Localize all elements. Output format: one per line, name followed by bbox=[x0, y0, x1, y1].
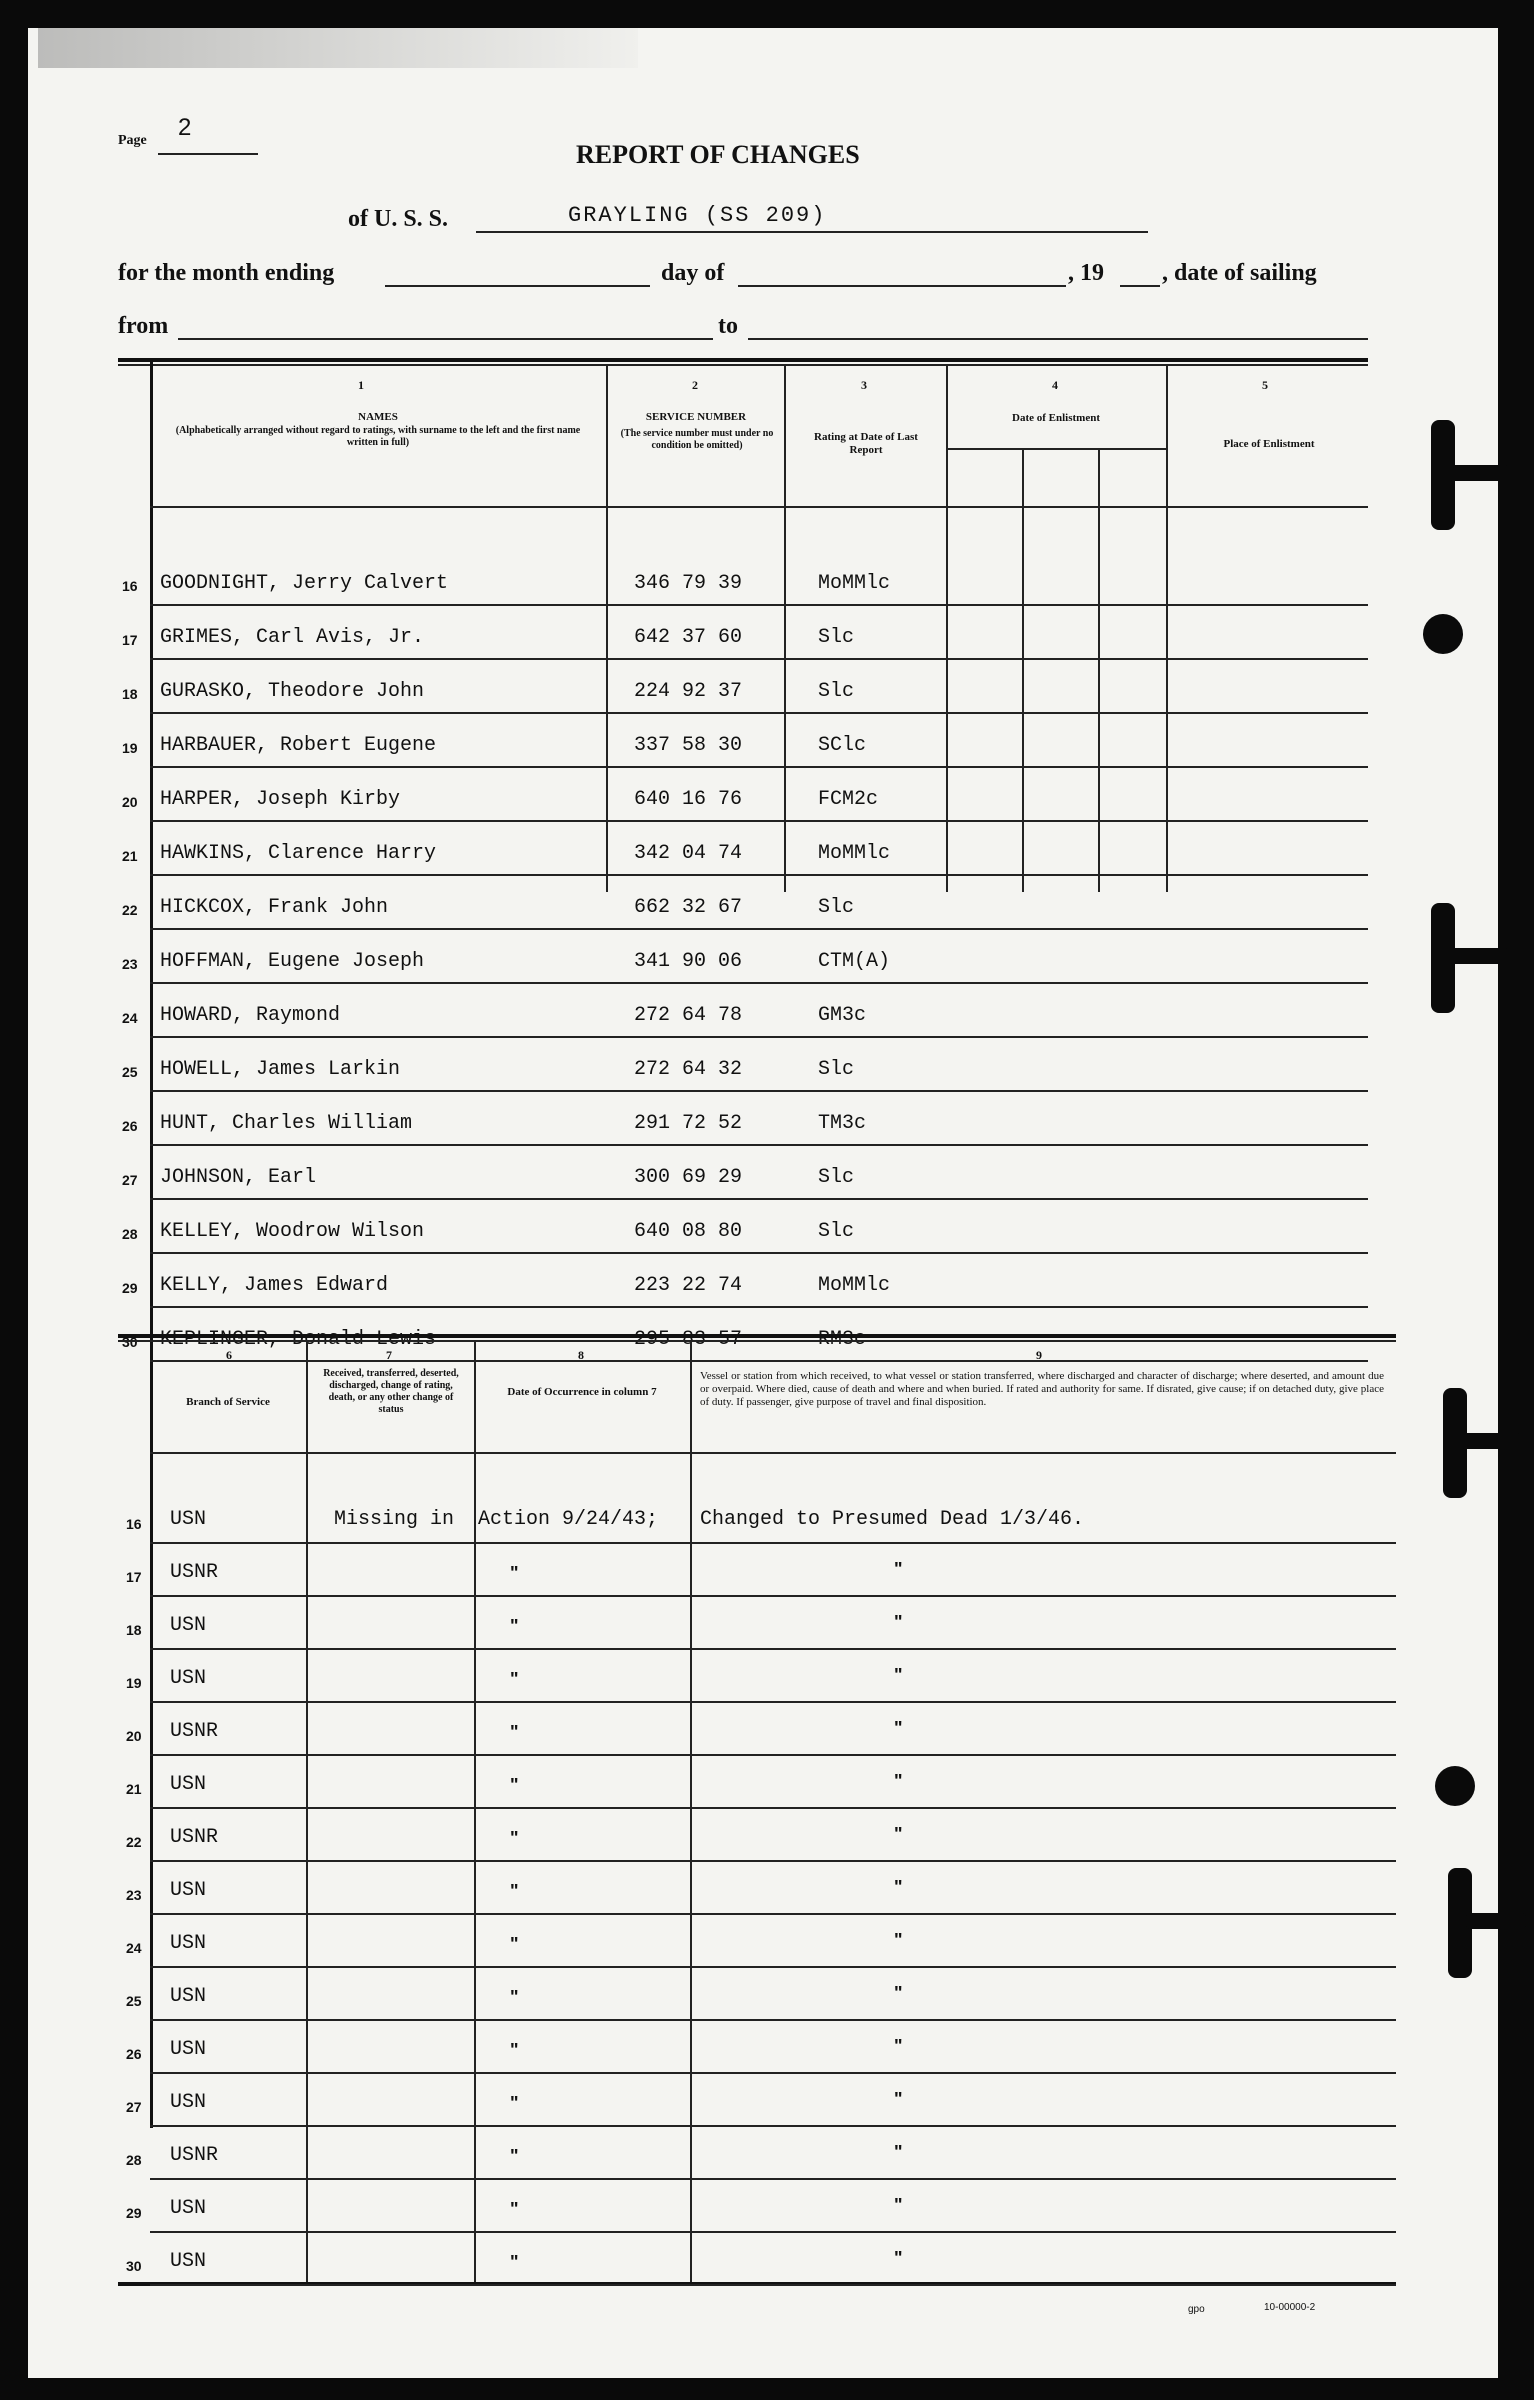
ditto-mark: " bbox=[894, 1559, 903, 1579]
table-row bbox=[28, 1266, 1498, 1320]
month-ending-label: for the month ending bbox=[118, 260, 335, 286]
branch-of-service: USN bbox=[170, 1508, 207, 1531]
col1-instructions: (Alphabetically arranged without regard to ratings, with surname to the left and the first name written in full) bbox=[175, 425, 581, 448]
row-number: 28 bbox=[122, 1226, 138, 1242]
row-number: 26 bbox=[126, 2046, 142, 2062]
service-number: 272 64 78 bbox=[634, 1004, 743, 1027]
table-row bbox=[28, 834, 1498, 888]
table-row bbox=[28, 2244, 1498, 2298]
row-number: 28 bbox=[126, 2152, 142, 2168]
ditto-mark: " bbox=[894, 1718, 903, 1738]
ditto-mark: " bbox=[894, 1930, 903, 1950]
row-number: 23 bbox=[126, 1887, 142, 1903]
col5-number: 5 bbox=[1262, 378, 1268, 392]
crew-name: HAWKINS, Clarence Harry bbox=[160, 842, 437, 865]
ditto-mark: " bbox=[894, 1877, 903, 1897]
day-of-label: day of bbox=[661, 260, 725, 286]
branch-of-service: USN bbox=[170, 2250, 207, 2273]
sailing-label: , date of sailing bbox=[1162, 260, 1317, 286]
crew-name: KEPLINGER, Donald Lewis bbox=[160, 1328, 437, 1351]
table-row bbox=[28, 1212, 1498, 1266]
date-of-occurrence: Action 9/24/43; bbox=[478, 1508, 659, 1531]
table-row bbox=[28, 1502, 1498, 1556]
table-row bbox=[28, 726, 1498, 780]
col6-heading: Branch of Service bbox=[186, 1396, 270, 1408]
remarks: Changed to Presumed Dead 1/3/46. bbox=[700, 1508, 1085, 1531]
ditto-mark: " bbox=[894, 1612, 903, 1632]
service-number: 642 37 60 bbox=[634, 626, 743, 649]
day-of-blank bbox=[738, 285, 1066, 287]
table-row bbox=[28, 1320, 1498, 1374]
crew-name: HOWARD, Raymond bbox=[160, 1004, 341, 1027]
branch-of-service: USN bbox=[170, 2091, 207, 2114]
ditto-mark: " bbox=[510, 1563, 519, 1583]
table-row bbox=[28, 1767, 1498, 1821]
row-number: 18 bbox=[122, 686, 138, 702]
service-number: 224 92 37 bbox=[634, 680, 743, 703]
table-row bbox=[28, 996, 1498, 1050]
service-number: 662 32 67 bbox=[634, 896, 743, 919]
binder-clip bbox=[1431, 420, 1455, 530]
row-number: 24 bbox=[122, 1010, 138, 1026]
table-row bbox=[28, 1608, 1498, 1662]
row-number: 22 bbox=[122, 902, 138, 918]
to-label: to bbox=[718, 313, 738, 339]
ditto-mark: " bbox=[510, 1881, 519, 1901]
ditto-mark: " bbox=[894, 2036, 903, 2056]
row-number: 19 bbox=[122, 740, 138, 756]
service-number: 640 08 80 bbox=[634, 1220, 743, 1243]
ditto-mark: " bbox=[510, 2252, 519, 2272]
row-number: 26 bbox=[122, 1118, 138, 1134]
form-number: 10-00000-2 bbox=[1264, 2302, 1316, 2313]
table-row bbox=[28, 1158, 1498, 1212]
service-number: 223 22 74 bbox=[634, 1274, 743, 1297]
page-label: Page bbox=[118, 133, 147, 148]
crew-name: HICKCOX, Frank John bbox=[160, 896, 389, 919]
scan-smudge bbox=[38, 28, 638, 68]
col8-number: 8 bbox=[578, 1348, 584, 1362]
row-number: 17 bbox=[122, 632, 138, 648]
document-sheet bbox=[28, 28, 1498, 2378]
from-blank bbox=[178, 338, 713, 340]
row-number: 18 bbox=[126, 1622, 142, 1638]
ditto-mark: " bbox=[510, 2040, 519, 2060]
rating: CTM(A) bbox=[818, 950, 891, 973]
branch-of-service: USN bbox=[170, 1932, 207, 1955]
service-number: 337 58 30 bbox=[634, 734, 743, 757]
page-underline bbox=[158, 153, 258, 155]
crew-name: GURASKO, Theodore John bbox=[160, 680, 425, 703]
table-row bbox=[28, 1926, 1498, 1980]
page-number: 2 bbox=[178, 114, 192, 141]
rating: Slc bbox=[818, 1220, 855, 1243]
table-row bbox=[28, 1714, 1498, 1768]
col1-number: 1 bbox=[358, 378, 364, 392]
ship-underline bbox=[476, 231, 1148, 233]
page-title: REPORT OF CHANGES bbox=[576, 140, 860, 169]
table-row bbox=[28, 2191, 1498, 2245]
from-label: from bbox=[118, 313, 169, 339]
crew-name: HARPER, Joseph Kirby bbox=[160, 788, 401, 811]
row-number: 20 bbox=[122, 794, 138, 810]
rating: Slc bbox=[818, 680, 855, 703]
rating: MoMMlc bbox=[818, 842, 891, 865]
row-number: 24 bbox=[126, 1940, 142, 1956]
ditto-mark: " bbox=[894, 1771, 903, 1791]
row-number: 16 bbox=[126, 1516, 142, 1532]
month-ending-blank bbox=[385, 285, 650, 287]
table-row bbox=[28, 618, 1498, 672]
of-uss-label: of U. S. S. bbox=[348, 206, 449, 232]
ditto-mark: " bbox=[510, 1828, 519, 1848]
branch-of-service: USNR bbox=[170, 2144, 219, 2167]
col2-instructions: (The service number must under no condition be omitted) bbox=[620, 428, 774, 451]
ditto-mark: " bbox=[510, 1669, 519, 1689]
branch-of-service: USN bbox=[170, 1879, 207, 1902]
service-number: 291 72 52 bbox=[634, 1112, 743, 1135]
ditto-mark: " bbox=[894, 1983, 903, 2003]
row-number: 25 bbox=[126, 1993, 142, 2009]
branch-of-service: USNR bbox=[170, 1826, 219, 1849]
ditto-mark: " bbox=[510, 1987, 519, 2007]
to-blank bbox=[748, 338, 1368, 340]
col3-heading: Rating at Date of Last Report bbox=[814, 431, 918, 456]
row-number: 16 bbox=[122, 578, 138, 594]
col2-number: 2 bbox=[692, 378, 698, 392]
ditto-mark: " bbox=[894, 2248, 903, 2268]
crew-name: KELLEY, Woodrow Wilson bbox=[160, 1220, 425, 1243]
row-number: 27 bbox=[126, 2099, 142, 2115]
year-blank bbox=[1120, 285, 1160, 287]
rating: Slc bbox=[818, 626, 855, 649]
row-number: 19 bbox=[126, 1675, 142, 1691]
rating: FCM2c bbox=[818, 788, 879, 811]
crew-name: GRIMES, Carl Avis, Jr. bbox=[160, 626, 425, 649]
branch-of-service: USN bbox=[170, 1667, 207, 1690]
ditto-mark: " bbox=[894, 2195, 903, 2215]
branch-of-service: USN bbox=[170, 2197, 207, 2220]
table-row bbox=[28, 1050, 1498, 1104]
row-number: 22 bbox=[126, 1834, 142, 1850]
col2-heading: SERVICE NUMBER bbox=[645, 411, 747, 423]
ditto-mark: " bbox=[894, 1665, 903, 1685]
row-number: 25 bbox=[122, 1064, 138, 1080]
crew-name: HUNT, Charles William bbox=[160, 1112, 413, 1135]
row-number: 29 bbox=[126, 2205, 142, 2221]
branch-of-service: USNR bbox=[170, 1720, 219, 1743]
table-row bbox=[28, 2138, 1498, 2192]
branch-of-service: USNR bbox=[170, 1561, 219, 1584]
crew-name: HOWELL, James Larkin bbox=[160, 1058, 401, 1081]
row-number: 30 bbox=[122, 1334, 138, 1350]
table-row bbox=[28, 1873, 1498, 1927]
service-number: 341 90 06 bbox=[634, 950, 743, 973]
ditto-mark: " bbox=[510, 1722, 519, 1742]
service-number: 342 04 74 bbox=[634, 842, 743, 865]
ship-name: GRAYLING (SS 209) bbox=[568, 203, 827, 228]
col1-heading: NAMES bbox=[358, 411, 398, 423]
ditto-mark: " bbox=[894, 2089, 903, 2109]
ditto-mark: " bbox=[510, 1616, 519, 1636]
rating: Slc bbox=[818, 896, 855, 919]
ditto-mark: " bbox=[510, 1775, 519, 1795]
table-row bbox=[28, 780, 1498, 834]
col3-number: 3 bbox=[861, 378, 867, 392]
col7-heading: Received, transferred, deserted, discharged, change of rating, death, or any other change of status bbox=[323, 1368, 459, 1415]
col9-number: 9 bbox=[1036, 1348, 1042, 1362]
branch-of-service: USN bbox=[170, 2038, 207, 2061]
ditto-mark: " bbox=[510, 1934, 519, 1954]
table-row bbox=[28, 1104, 1498, 1158]
rating: MoMMlc bbox=[818, 572, 891, 595]
ditto-mark: " bbox=[894, 1824, 903, 1844]
row-number: 17 bbox=[126, 1569, 142, 1585]
col5-heading: Place of Enlistment bbox=[1223, 438, 1315, 450]
table-row bbox=[28, 2085, 1498, 2139]
service-number: 272 64 32 bbox=[634, 1058, 743, 1081]
col4-heading: Date of Enlistment bbox=[1012, 412, 1100, 424]
crew-name: HARBAUER, Robert Eugene bbox=[160, 734, 437, 757]
row-number: 21 bbox=[122, 848, 138, 864]
row-number: 27 bbox=[122, 1172, 138, 1188]
branch-of-service: USN bbox=[170, 1985, 207, 2008]
rating: SClc bbox=[818, 734, 867, 757]
ditto-mark: " bbox=[510, 2199, 519, 2219]
service-number: 300 69 29 bbox=[634, 1166, 743, 1189]
ditto-mark: " bbox=[510, 2146, 519, 2166]
row-number: 20 bbox=[126, 1728, 142, 1744]
table-row bbox=[28, 2032, 1498, 2086]
col6-number: 6 bbox=[226, 1348, 232, 1362]
rating: Slc bbox=[818, 1166, 855, 1189]
rating: TM3c bbox=[818, 1112, 867, 1135]
crew-name: HOFFMAN, Eugene Joseph bbox=[160, 950, 425, 973]
rating: RM3c bbox=[818, 1328, 867, 1351]
table-row bbox=[28, 1820, 1498, 1874]
col8-heading: Date of Occurrence in column 7 bbox=[507, 1386, 657, 1398]
service-number: 640 16 76 bbox=[634, 788, 743, 811]
table-row bbox=[28, 888, 1498, 942]
table-row bbox=[28, 1979, 1498, 2033]
rating: MoMMlc bbox=[818, 1274, 891, 1297]
binder-clip bbox=[1443, 1388, 1467, 1498]
row-number: 23 bbox=[122, 956, 138, 972]
ditto-mark: " bbox=[894, 2142, 903, 2162]
service-number: 295 83 57 bbox=[634, 1328, 743, 1351]
col7-number: 7 bbox=[386, 1348, 392, 1362]
table-row bbox=[28, 1661, 1498, 1715]
col4-number: 4 bbox=[1052, 378, 1058, 392]
row-number: 21 bbox=[126, 1781, 142, 1797]
crew-name: GOODNIGHT, Jerry Calvert bbox=[160, 572, 449, 595]
rating: Slc bbox=[818, 1058, 855, 1081]
crew-name: KELLY, James Edward bbox=[160, 1274, 389, 1297]
branch-of-service: USN bbox=[170, 1614, 207, 1637]
col9-heading: Vessel or station from which received, to what vessel or station transferred, where discharged and character of discharge; where deserted, and amount due or overpaid. Where died, cause of death and where and when buried. If rated and authority for same. If disrated, give cause; if on detached duty, give place of duty. If passenger, give purpose of travel and final disposition. bbox=[700, 1370, 1384, 1408]
row-number: 30 bbox=[126, 2258, 142, 2274]
row-number: 29 bbox=[122, 1280, 138, 1296]
ditto-mark: " bbox=[510, 2093, 519, 2113]
table-row bbox=[28, 564, 1498, 618]
table-row bbox=[28, 942, 1498, 996]
year-label: , 19 bbox=[1068, 260, 1104, 286]
crew-name: JOHNSON, Earl bbox=[160, 1166, 317, 1189]
rating: GM3c bbox=[818, 1004, 867, 1027]
branch-of-service: USN bbox=[170, 1773, 207, 1796]
service-number: 346 79 39 bbox=[634, 572, 743, 595]
change-of-status: Missing in bbox=[334, 1508, 455, 1531]
table-row bbox=[28, 672, 1498, 726]
form-code: gpo bbox=[1188, 2304, 1205, 2315]
table-row bbox=[28, 1555, 1498, 1609]
